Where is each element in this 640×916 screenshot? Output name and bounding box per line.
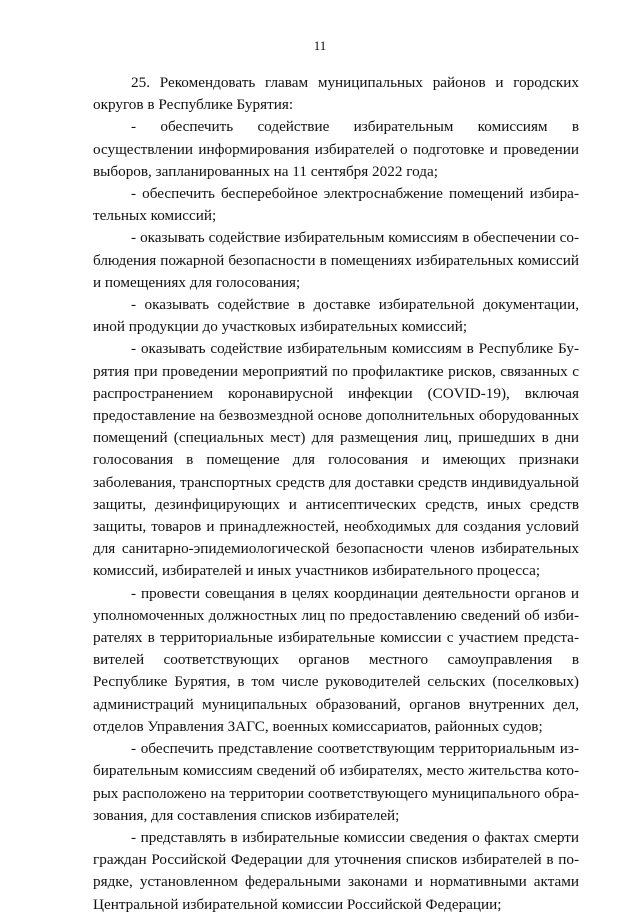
paragraph-informing-voters: - обеспечить содействие избирательным комиссиям в осуществлении информирования избирателей о подготовке и проведении выборов, запланированных на 11 сентября 2022 года; bbox=[93, 118, 579, 180]
paragraph-covid-prevention: - оказывать содействие избирательным комиссиям в Республике Бурятия при проведении мероприятий по профилактике рисков, связанных с распространением коронавирусной инфекции (COVID-19), включая предоставление на безвозмездной основе дополнительных оборудованных помещений (специальных мест) для размещения лиц, пришедших в дни голосования в помещение для голосования и имеющих признаки заболевания, транспортных средств для доставки средств индивидуальной защиты, дезинфицирующих и антисептических средств, иных средств защиты, товаров и принадлежностей, необходимых для создания условий для санитарно-эпидемиологической безопасности членов избирательных комиссий, избирателей и иных участников избирательного процесса; bbox=[93, 340, 579, 580]
page-number: 11 bbox=[313, 38, 327, 53]
paragraph-document-delivery: - оказывать содействие в доставке избирательной документации, иной продукции до участковых избирательных комиссий; bbox=[93, 296, 579, 336]
paragraph-fire-safety: - оказывать содействие избирательным комиссиям в обеспечении соблюдения пожарной безопасности в помещениях избирательных комиссий и помещениях для голосования; bbox=[93, 229, 579, 291]
paragraph-coordination-meetings: - провести совещания в целях координации деятельности органов и уполномоченных должностных лиц по предоставлению сведений об избирателях в территориальные избирательные комиссии с участием представителей соответствующих органов местного самоуправления в Республике Бурятия, в том числе руководителей сельских (поселковых) администраций муниципальных образований, органов внутренних дел, отделов Управления ЗАГС, военных комиссариатов, районных судов; bbox=[93, 584, 579, 735]
paragraph-voter-information: - обеспечить представление соответствующим территориальным избирательным комиссиям сведений об избирателях, место жительства которых расположено на территории соответствующего муниципального образования, для составления списков избирателей; bbox=[93, 740, 579, 824]
document-body bbox=[93, 72, 579, 916]
paragraph-power-supply: - обеспечить бесперебойное электроснабжение помещений избирательных комиссий; bbox=[93, 185, 579, 225]
paragraph-death-records: - представлять в избирательные комиссии сведения о фактах смерти граждан Российской Федерации для уточнения списков избирателей в порядке, установленном федеральными законами и нормативными актами Центральной избирательной комиссии Российской Федерации; bbox=[93, 828, 579, 913]
paragraph-item-25: 25. Рекомендовать главам муниципальных районов и городских округов в Республике Бурятия: bbox=[93, 74, 579, 114]
